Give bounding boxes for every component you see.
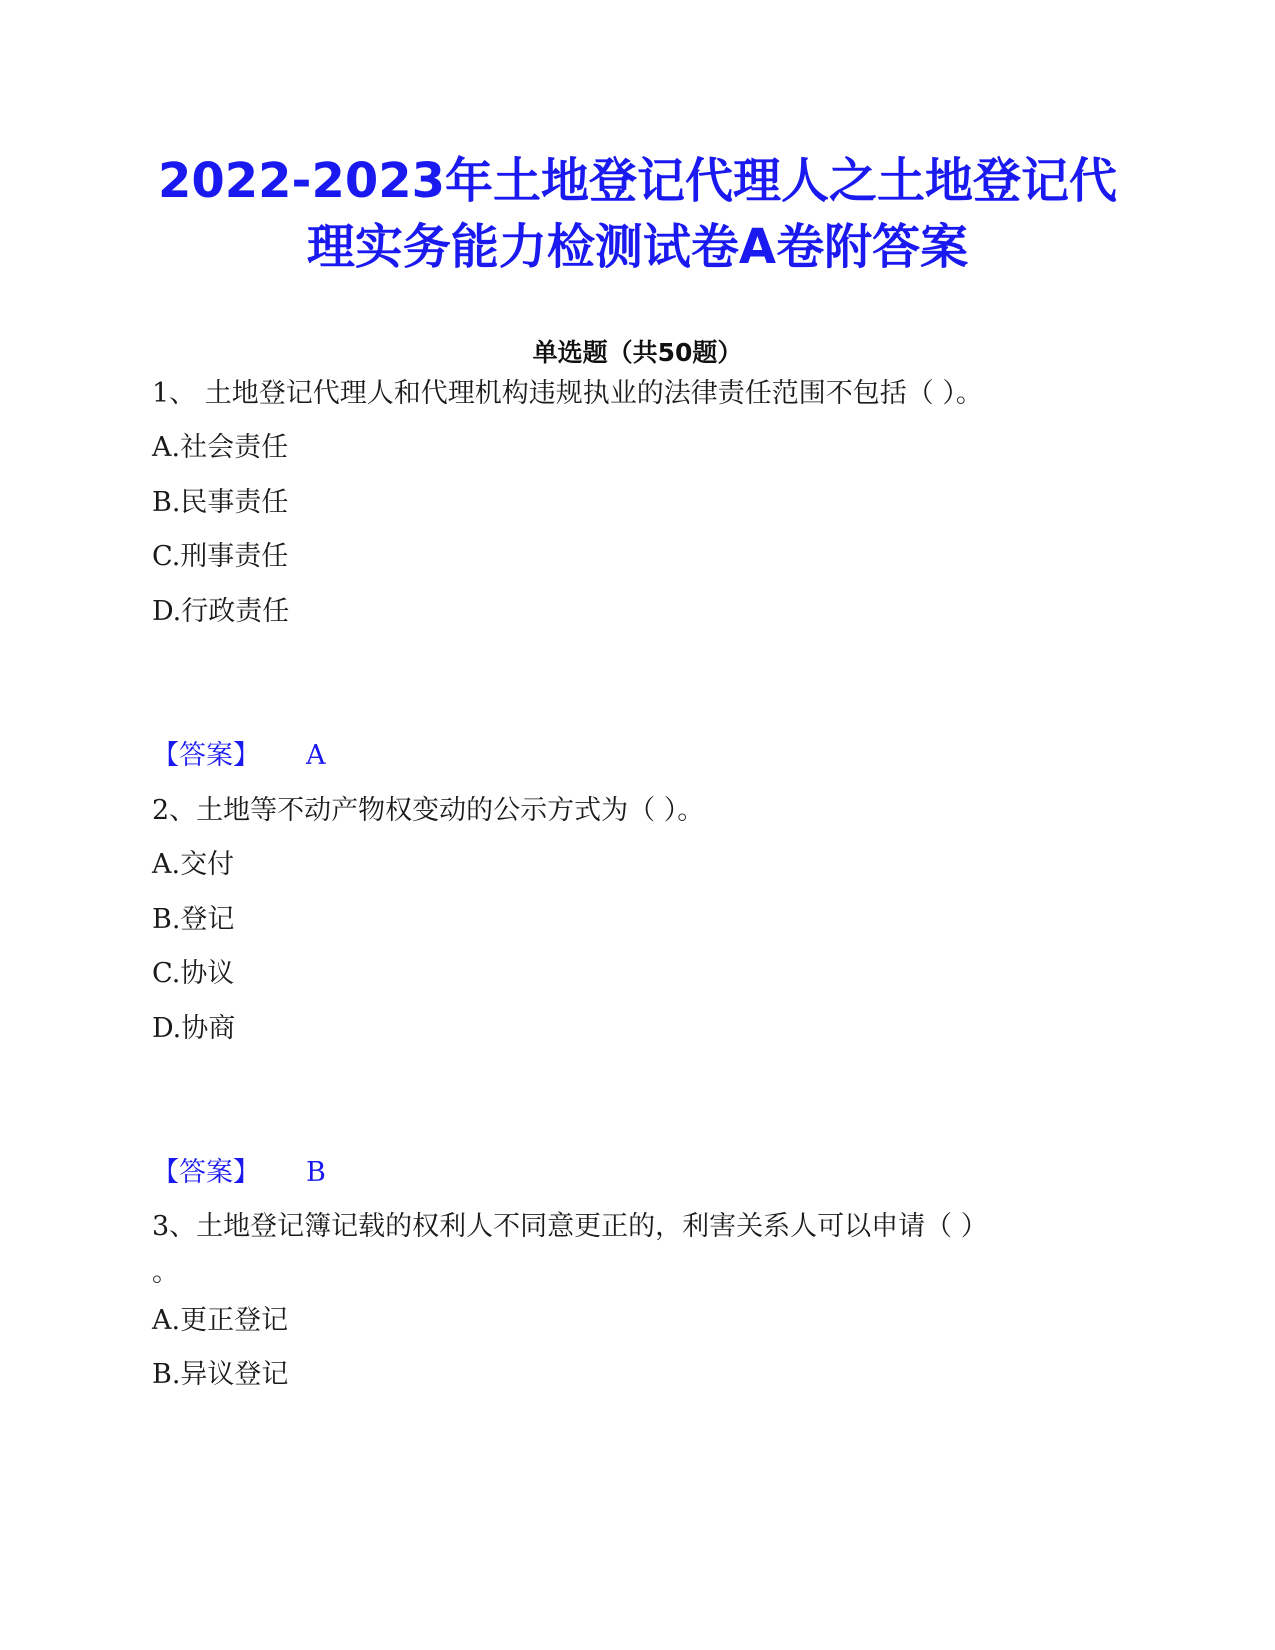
answer-value: B	[306, 1157, 326, 1188]
question-3-option-b: B.异议登记	[152, 1359, 289, 1390]
document-title	[0, 148, 1275, 280]
question-1-stem: 1、 土地登记代理人和代理机构违规执业的法律责任范围不包括（ ）。	[152, 378, 983, 409]
question-1-option-d: D.行政责任	[152, 596, 290, 627]
question-2-answer	[152, 1156, 326, 1190]
question-3-stem: 3、土地登记簿记载的权利人不同意更正的，利害关系人可以申请（ ）	[152, 1211, 988, 1242]
question-1-option-c: C.刑事责任	[152, 541, 289, 572]
question-2-option-b: B.登记	[152, 904, 235, 935]
title-line-1: 2022-2023年土地登记代理人之土地登记代	[157, 153, 1118, 209]
question-2-stem: 2、土地等不动产物权变动的公示方式为（ ）。	[152, 795, 705, 826]
question-2-option-d: D.协商	[152, 1013, 236, 1044]
answer-label: 【答案】	[152, 740, 260, 771]
answer-label: 【答案】	[152, 1157, 260, 1188]
question-2-option-a: A.交付	[152, 849, 235, 880]
answer-value: A	[306, 740, 326, 771]
section-heading: 单选题（共50题）	[532, 338, 743, 367]
question-3-stem-continuation: 。	[152, 1257, 179, 1288]
question-3-option-a: A.更正登记	[152, 1305, 289, 1336]
question-1-option-a: A.社会责任	[152, 432, 289, 463]
question-2-option-c: C.协议	[152, 958, 235, 989]
question-1-answer	[152, 739, 326, 773]
title-line-2: 理实务能力检测试卷A卷附答案	[306, 219, 969, 275]
question-1-option-b: B.民事责任	[152, 487, 289, 518]
